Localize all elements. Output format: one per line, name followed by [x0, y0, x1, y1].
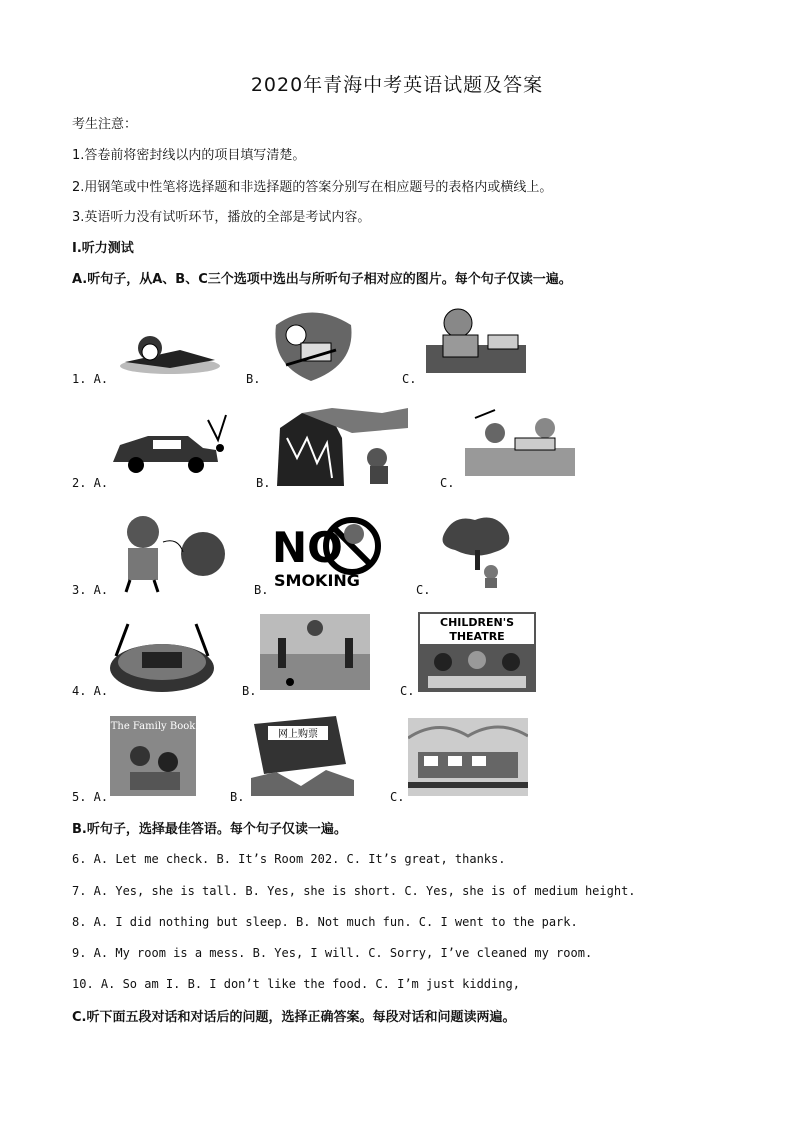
q5-picture-c-train-scene — [408, 718, 528, 796]
question-6: 6. A. Let me check. B. It’s Room 202. C. It’s great, thanks. — [72, 852, 506, 866]
q5-picture-b-online-ticket-booking — [246, 714, 356, 796]
q2-picture-b-house-on-fire — [272, 408, 408, 488]
question-8: 8. A. I did nothing but sleep. B. Not much fun. C. I went to the park. — [72, 915, 578, 929]
q1-label-b: B. — [246, 372, 261, 386]
part-a-instruction: A.听句子，从A、B、C三个选项中选出与所听句子相对应的图片。每个句子仅读一遍。 — [72, 272, 572, 287]
childrens-text: CHILDREN'S — [440, 616, 514, 629]
q4-label-b: B. — [242, 684, 257, 698]
smoking-sign-text: SMOKING — [274, 571, 360, 590]
notice-item-2: 2.用钢笔或中性笔将选择题和非选择题的答案分别写在相应题号的表格内或横线上。 — [72, 180, 553, 195]
section-heading-listening: Ⅰ.听力测试 — [72, 241, 134, 256]
q4-picture-c-childrens-theatre — [418, 612, 536, 692]
question-10: 10. A. So am I. B. I don’t like the food. C. I’m just kidding, — [72, 977, 520, 991]
q2-picture-c-kids-in-classroom — [455, 408, 580, 480]
q2-label-a: 2. A. — [72, 476, 109, 490]
part-c-instruction: C.听下面五段对话和对话后的问题，选择正确答案。每段对话和问题读两遍。 — [72, 1010, 516, 1025]
q4-picture-b-soccer-match — [260, 614, 370, 690]
q4-label-a: 4. A. — [72, 684, 109, 698]
q5-label-b: B. — [230, 790, 245, 804]
notice-item-3: 3.英语听力没有试听环节，播放的全部是考试内容。 — [72, 210, 371, 225]
q3-label-a: 3. A. — [72, 583, 109, 597]
q2-label-c: C. — [440, 476, 455, 490]
q3-picture-c-factory-smoke-cloud — [435, 512, 515, 588]
notice-heading: 考生注意： — [72, 117, 138, 132]
q5-picture-a-family-book — [110, 716, 196, 796]
q5-label-a: 5. A. — [72, 790, 109, 804]
question-9: 9. A. My room is a mess. B. Yes, I will. C. Sorry, I’ve cleaned my room. — [72, 946, 593, 960]
part-b-instruction: B.听句子，选择最佳答语。每个句子仅读一遍。 — [72, 822, 347, 837]
q4-picture-a-stadium — [108, 616, 216, 696]
q2-picture-a-car-accident — [108, 410, 232, 480]
q5-label-c: C. — [390, 790, 405, 804]
q1-picture-c-man-at-desk — [418, 305, 530, 377]
q1-picture-b-boy-on-bed — [266, 305, 356, 383]
no-sign-text: NO — [272, 523, 343, 572]
q4-label-c: C. — [400, 684, 415, 698]
q3-label-c: C. — [416, 583, 431, 597]
question-7: 7. A. Yes, she is tall. B. Yes, she is short. C. Yes, she is of medium height. — [72, 884, 636, 898]
q1-label-c: C. — [402, 372, 417, 386]
page-title: 2020年青海中考英语试题及答案 — [250, 74, 544, 96]
q1-picture-a-girl-lying-sad — [110, 320, 220, 380]
online-ticket-text: 网上购票 — [278, 729, 318, 740]
family-book-title: The Family Book — [110, 721, 196, 732]
q3-picture-a-boy-coughing-smoke — [108, 512, 226, 594]
theatre-text: THEATRE — [449, 630, 505, 643]
q3-label-b: B. — [254, 583, 269, 597]
notice-item-1: 1.答卷前将密封线以内的项目填写清楚。 — [72, 148, 306, 163]
q1-label-a: 1. A. — [72, 372, 109, 386]
q2-label-b: B. — [256, 476, 271, 490]
q3-picture-b-no-smoking-sign — [270, 512, 388, 590]
